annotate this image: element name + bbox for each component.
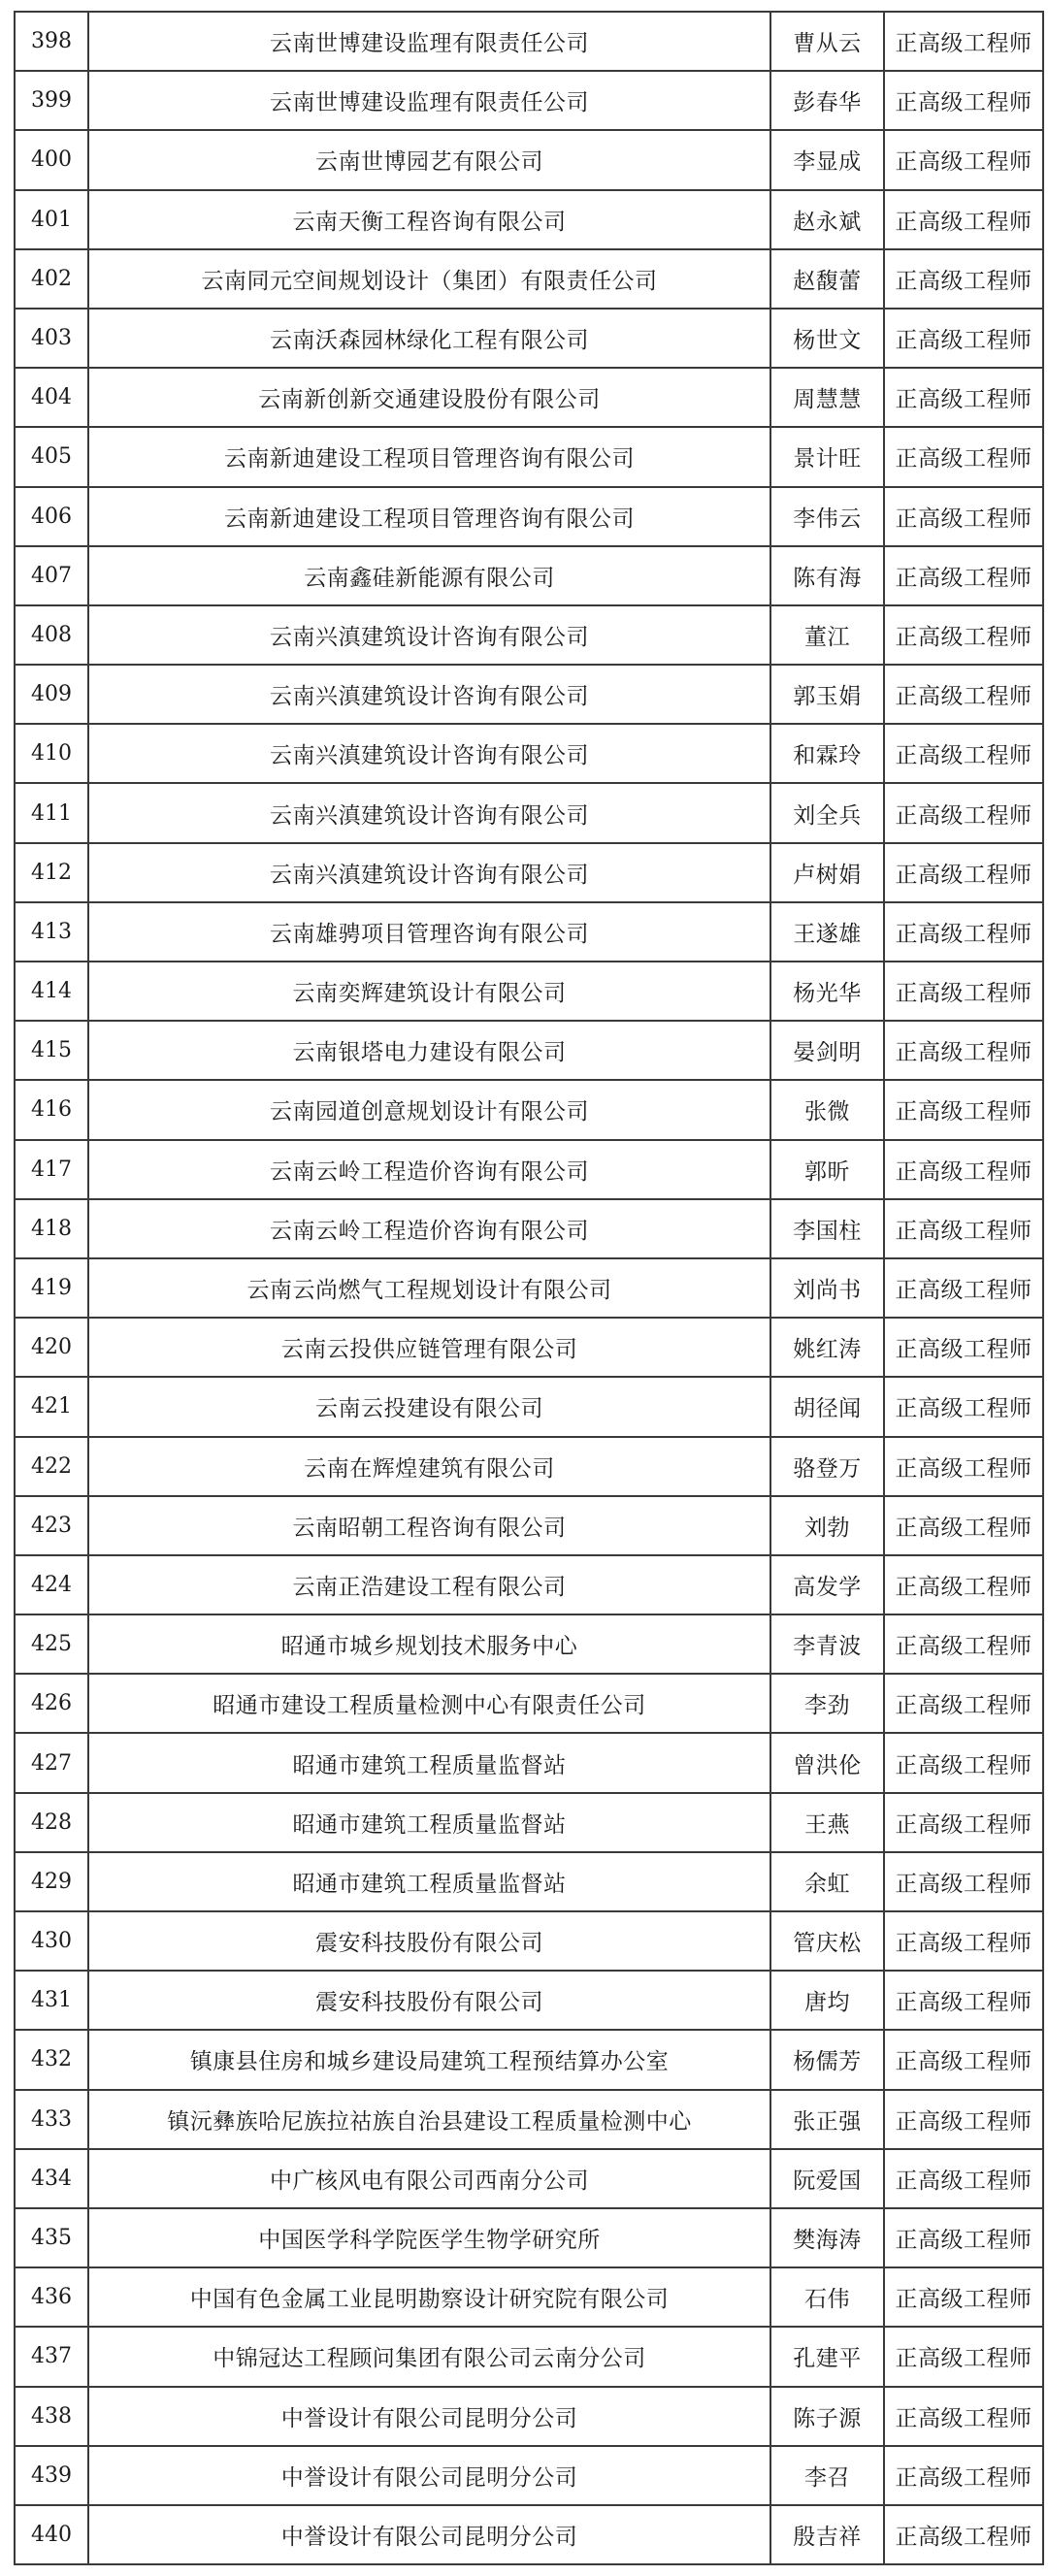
company-cell: 昭通市建筑工程质量监督站 (88, 1733, 770, 1792)
company-cell: 云南兴滇建筑设计咨询有限公司 (88, 605, 770, 665)
job-title-cell: 正高级工程师 (884, 1140, 1043, 1199)
company-cell: 云南在辉煌建筑有限公司 (88, 1437, 770, 1496)
row-number-cell: 431 (15, 1971, 88, 2030)
job-title-cell: 正高级工程师 (884, 2090, 1043, 2149)
job-title-cell: 正高级工程师 (884, 1852, 1043, 1911)
job-title-cell: 正高级工程师 (884, 1971, 1043, 2030)
job-title-cell: 正高级工程师 (884, 1437, 1043, 1496)
company-cell: 云南云尚燃气工程规划设计有限公司 (88, 1258, 770, 1318)
job-title-cell: 正高级工程师 (884, 1793, 1043, 1852)
table-row (15, 962, 1043, 1021)
table-row (15, 2208, 1043, 2267)
row-number-cell: 425 (15, 1614, 88, 1674)
company-cell: 云南云投供应链管理有限公司 (88, 1318, 770, 1377)
table-row (15, 665, 1043, 724)
company-cell: 昭通市建设工程质量检测中心有限责任公司 (88, 1674, 770, 1733)
table-row (15, 1140, 1043, 1199)
company-cell: 云南雄骋项目管理咨询有限公司 (88, 902, 770, 962)
row-number-cell: 415 (15, 1021, 88, 1080)
table-row (15, 2387, 1043, 2446)
table-row (15, 71, 1043, 130)
job-title-cell: 正高级工程师 (884, 2149, 1043, 2208)
company-cell: 云南鑫硅新能源有限公司 (88, 546, 770, 605)
table-row (15, 249, 1043, 309)
job-title-cell: 正高级工程师 (884, 546, 1043, 605)
row-number-cell: 408 (15, 605, 88, 665)
table-row (15, 2030, 1043, 2089)
job-title-cell: 正高级工程师 (884, 1199, 1043, 1258)
table-row (15, 1733, 1043, 1792)
job-title-cell: 正高级工程师 (884, 1733, 1043, 1792)
person-name-cell: 彭春华 (770, 71, 884, 130)
job-title-cell: 正高级工程师 (884, 724, 1043, 783)
job-title-cell: 正高级工程师 (884, 2267, 1043, 2327)
person-name-cell: 杨世文 (770, 309, 884, 368)
job-title-cell: 正高级工程师 (884, 2387, 1043, 2446)
job-title-cell: 正高级工程师 (884, 1021, 1043, 1080)
person-name-cell: 赵永斌 (770, 190, 884, 249)
company-cell: 云南云岭工程造价咨询有限公司 (88, 1199, 770, 1258)
table-row (15, 2327, 1043, 2386)
job-title-cell: 正高级工程师 (884, 1080, 1043, 1139)
person-name-cell: 景计旺 (770, 427, 884, 486)
company-cell: 中国医学科学院医学生物学研究所 (88, 2208, 770, 2267)
person-name-cell: 李青波 (770, 1614, 884, 1674)
row-number-cell: 416 (15, 1080, 88, 1139)
person-name-cell: 管庆松 (770, 1911, 884, 1971)
person-name-cell: 姚红涛 (770, 1318, 884, 1377)
company-cell: 云南新迪建设工程项目管理咨询有限公司 (88, 427, 770, 486)
row-number-cell: 423 (15, 1496, 88, 1555)
person-name-cell: 刘勃 (770, 1496, 884, 1555)
table-row (15, 1437, 1043, 1496)
table-row (15, 368, 1043, 427)
person-name-cell: 王遂雄 (770, 902, 884, 962)
person-name-cell: 石伟 (770, 2267, 884, 2327)
person-name-cell: 张微 (770, 1080, 884, 1139)
row-number-cell: 398 (15, 12, 88, 71)
company-cell: 云南沃森园林绿化工程有限公司 (88, 309, 770, 368)
person-name-cell: 樊海涛 (770, 2208, 884, 2267)
job-title-cell: 正高级工程师 (884, 2030, 1043, 2089)
row-number-cell: 439 (15, 2446, 88, 2505)
person-name-cell: 曾洪伦 (770, 1733, 884, 1792)
table-row (15, 1614, 1043, 1674)
job-title-cell: 正高级工程师 (884, 665, 1043, 724)
person-name-cell: 曹从云 (770, 12, 884, 71)
job-title-cell: 正高级工程师 (884, 783, 1043, 842)
table-row (15, 130, 1043, 189)
job-title-cell: 正高级工程师 (884, 2446, 1043, 2505)
company-cell: 云南兴滇建筑设计咨询有限公司 (88, 783, 770, 842)
table-row (15, 783, 1043, 842)
person-name-cell: 李劲 (770, 1674, 884, 1733)
person-name-cell: 陈有海 (770, 546, 884, 605)
person-name-cell: 董江 (770, 605, 884, 665)
row-number-cell: 429 (15, 1852, 88, 1911)
row-number-cell: 406 (15, 487, 88, 546)
row-number-cell: 437 (15, 2327, 88, 2386)
person-name-cell: 李显成 (770, 130, 884, 189)
table-row (15, 1199, 1043, 1258)
row-number-cell: 411 (15, 783, 88, 842)
row-number-cell: 426 (15, 1674, 88, 1733)
person-name-cell: 骆登万 (770, 1437, 884, 1496)
row-number-cell: 400 (15, 130, 88, 189)
person-name-cell: 杨光华 (770, 962, 884, 1021)
company-cell: 中广核风电有限公司西南分公司 (88, 2149, 770, 2208)
company-cell: 昭通市建筑工程质量监督站 (88, 1793, 770, 1852)
company-cell: 云南兴滇建筑设计咨询有限公司 (88, 843, 770, 902)
company-cell: 震安科技股份有限公司 (88, 1911, 770, 1971)
row-number-cell: 399 (15, 71, 88, 130)
row-number-cell: 417 (15, 1140, 88, 1199)
company-cell: 镇沅彝族哈尼族拉祜族自治县建设工程质量检测中心 (88, 2090, 770, 2149)
job-title-cell: 正高级工程师 (884, 605, 1043, 665)
company-cell: 云南同元空间规划设计（集团）有限责任公司 (88, 249, 770, 309)
row-number-cell: 410 (15, 724, 88, 783)
row-number-cell: 436 (15, 2267, 88, 2327)
job-title-cell: 正高级工程师 (884, 1496, 1043, 1555)
company-cell: 中锦冠达工程顾问集团有限公司云南分公司 (88, 2327, 770, 2386)
person-name-cell: 周慧慧 (770, 368, 884, 427)
company-cell: 中誉设计有限公司昆明分公司 (88, 2505, 770, 2564)
person-name-cell: 李召 (770, 2446, 884, 2505)
job-title-cell: 正高级工程师 (884, 368, 1043, 427)
company-cell: 云南云岭工程造价咨询有限公司 (88, 1140, 770, 1199)
row-number-cell: 440 (15, 2505, 88, 2564)
person-name-cell: 胡径闻 (770, 1377, 884, 1436)
person-name-cell: 杨儒芳 (770, 2030, 884, 2089)
row-number-cell: 404 (15, 368, 88, 427)
job-title-cell: 正高级工程师 (884, 309, 1043, 368)
job-title-cell: 正高级工程师 (884, 71, 1043, 130)
row-number-cell: 418 (15, 1199, 88, 1258)
row-number-cell: 419 (15, 1258, 88, 1318)
company-cell: 云南兴滇建筑设计咨询有限公司 (88, 724, 770, 783)
person-name-cell: 郭昕 (770, 1140, 884, 1199)
person-name-cell: 张正强 (770, 2090, 884, 2149)
table-row (15, 605, 1043, 665)
table-row (15, 902, 1043, 962)
table-row (15, 1318, 1043, 1377)
row-number-cell: 438 (15, 2387, 88, 2446)
table-row (15, 2267, 1043, 2327)
row-number-cell: 413 (15, 902, 88, 962)
job-title-cell: 正高级工程师 (884, 2208, 1043, 2267)
person-name-cell: 陈子源 (770, 2387, 884, 2446)
table-row (15, 1911, 1043, 1971)
company-cell: 云南世博建设监理有限责任公司 (88, 71, 770, 130)
table-row (15, 1377, 1043, 1436)
row-number-cell: 422 (15, 1437, 88, 1496)
roster-sheet (14, 11, 1034, 2565)
person-name-cell: 刘全兵 (770, 783, 884, 842)
row-number-cell: 412 (15, 843, 88, 902)
job-title-cell: 正高级工程师 (884, 962, 1043, 1021)
table-row (15, 2446, 1043, 2505)
table-row (15, 309, 1043, 368)
company-cell: 中誉设计有限公司昆明分公司 (88, 2387, 770, 2446)
job-title-cell: 正高级工程师 (884, 2327, 1043, 2386)
company-cell: 震安科技股份有限公司 (88, 1971, 770, 2030)
person-name-cell: 殷吉祥 (770, 2505, 884, 2564)
table-row (15, 2149, 1043, 2208)
table-row (15, 12, 1043, 71)
person-name-cell: 赵馥蕾 (770, 249, 884, 309)
table-row (15, 1852, 1043, 1911)
company-cell: 云南正浩建设工程有限公司 (88, 1555, 770, 1614)
company-cell: 镇康县住房和城乡建设局建筑工程预结算办公室 (88, 2030, 770, 2089)
person-name-cell: 高发学 (770, 1555, 884, 1614)
job-title-cell: 正高级工程师 (884, 843, 1043, 902)
job-title-cell: 正高级工程师 (884, 1377, 1043, 1436)
table-row (15, 843, 1043, 902)
row-number-cell: 428 (15, 1793, 88, 1852)
row-number-cell: 420 (15, 1318, 88, 1377)
row-number-cell: 407 (15, 546, 88, 605)
company-cell: 云南云投建设有限公司 (88, 1377, 770, 1436)
person-name-cell: 刘尚书 (770, 1258, 884, 1318)
row-number-cell: 427 (15, 1733, 88, 1792)
company-cell: 云南奕辉建筑设计有限公司 (88, 962, 770, 1021)
company-cell: 云南新创新交通建设股份有限公司 (88, 368, 770, 427)
person-name-cell: 孔建平 (770, 2327, 884, 2386)
person-name-cell: 阮爱国 (770, 2149, 884, 2208)
person-name-cell: 李国柱 (770, 1199, 884, 1258)
table-row (15, 1496, 1043, 1555)
table-row (15, 1258, 1043, 1318)
table-row (15, 2090, 1043, 2149)
company-cell: 中誉设计有限公司昆明分公司 (88, 2446, 770, 2505)
row-number-cell: 424 (15, 1555, 88, 1614)
table-row (15, 1080, 1043, 1139)
row-number-cell: 402 (15, 249, 88, 309)
job-title-cell: 正高级工程师 (884, 12, 1043, 71)
table-row (15, 1674, 1043, 1733)
company-cell: 云南园道创意规划设计有限公司 (88, 1080, 770, 1139)
table-row (15, 1971, 1043, 2030)
person-name-cell: 王燕 (770, 1793, 884, 1852)
company-cell: 云南昭朝工程咨询有限公司 (88, 1496, 770, 1555)
company-cell: 云南兴滇建筑设计咨询有限公司 (88, 665, 770, 724)
table-row (15, 1021, 1043, 1080)
row-number-cell: 401 (15, 190, 88, 249)
row-number-cell: 414 (15, 962, 88, 1021)
table-row (15, 190, 1043, 249)
job-title-cell: 正高级工程师 (884, 427, 1043, 486)
company-cell: 昭通市建筑工程质量监督站 (88, 1852, 770, 1911)
company-cell: 云南银塔电力建设有限公司 (88, 1021, 770, 1080)
table-row (15, 487, 1043, 546)
table-row (15, 1793, 1043, 1852)
company-cell: 云南世博园艺有限公司 (88, 130, 770, 189)
job-title-cell: 正高级工程师 (884, 487, 1043, 546)
row-number-cell: 434 (15, 2149, 88, 2208)
table-row (15, 427, 1043, 486)
row-number-cell: 405 (15, 427, 88, 486)
company-cell: 云南新迪建设工程项目管理咨询有限公司 (88, 487, 770, 546)
job-title-cell: 正高级工程师 (884, 902, 1043, 962)
company-cell: 云南天衡工程咨询有限公司 (88, 190, 770, 249)
job-title-cell: 正高级工程师 (884, 130, 1043, 189)
row-number-cell: 432 (15, 2030, 88, 2089)
row-number-cell: 421 (15, 1377, 88, 1436)
person-name-cell: 卢树娟 (770, 843, 884, 902)
row-number-cell: 435 (15, 2208, 88, 2267)
row-number-cell: 409 (15, 665, 88, 724)
job-title-cell: 正高级工程师 (884, 2505, 1043, 2564)
job-title-cell: 正高级工程师 (884, 1258, 1043, 1318)
job-title-cell: 正高级工程师 (884, 1555, 1043, 1614)
job-title-cell: 正高级工程师 (884, 1614, 1043, 1674)
person-name-cell: 余虹 (770, 1852, 884, 1911)
person-name-cell: 晏剑明 (770, 1021, 884, 1080)
company-cell: 中国有色金属工业昆明勘察设计研究院有限公司 (88, 2267, 770, 2327)
job-title-cell: 正高级工程师 (884, 249, 1043, 309)
person-name-cell: 郭玉娟 (770, 665, 884, 724)
table-row (15, 1555, 1043, 1614)
job-title-cell: 正高级工程师 (884, 1318, 1043, 1377)
company-cell: 昭通市城乡规划技术服务中心 (88, 1614, 770, 1674)
table-row (15, 2505, 1043, 2564)
table-row (15, 546, 1043, 605)
person-name-cell: 唐均 (770, 1971, 884, 2030)
company-cell: 云南世博建设监理有限责任公司 (88, 12, 770, 71)
row-number-cell: 430 (15, 1911, 88, 1971)
person-name-cell: 和霖玲 (770, 724, 884, 783)
job-title-cell: 正高级工程师 (884, 190, 1043, 249)
person-name-cell: 李伟云 (770, 487, 884, 546)
row-number-cell: 433 (15, 2090, 88, 2149)
roster-table (14, 11, 1044, 2565)
job-title-cell: 正高级工程师 (884, 1674, 1043, 1733)
job-title-cell: 正高级工程师 (884, 1911, 1043, 1971)
table-row (15, 724, 1043, 783)
row-number-cell: 403 (15, 309, 88, 368)
roster-table-body (15, 12, 1043, 2564)
